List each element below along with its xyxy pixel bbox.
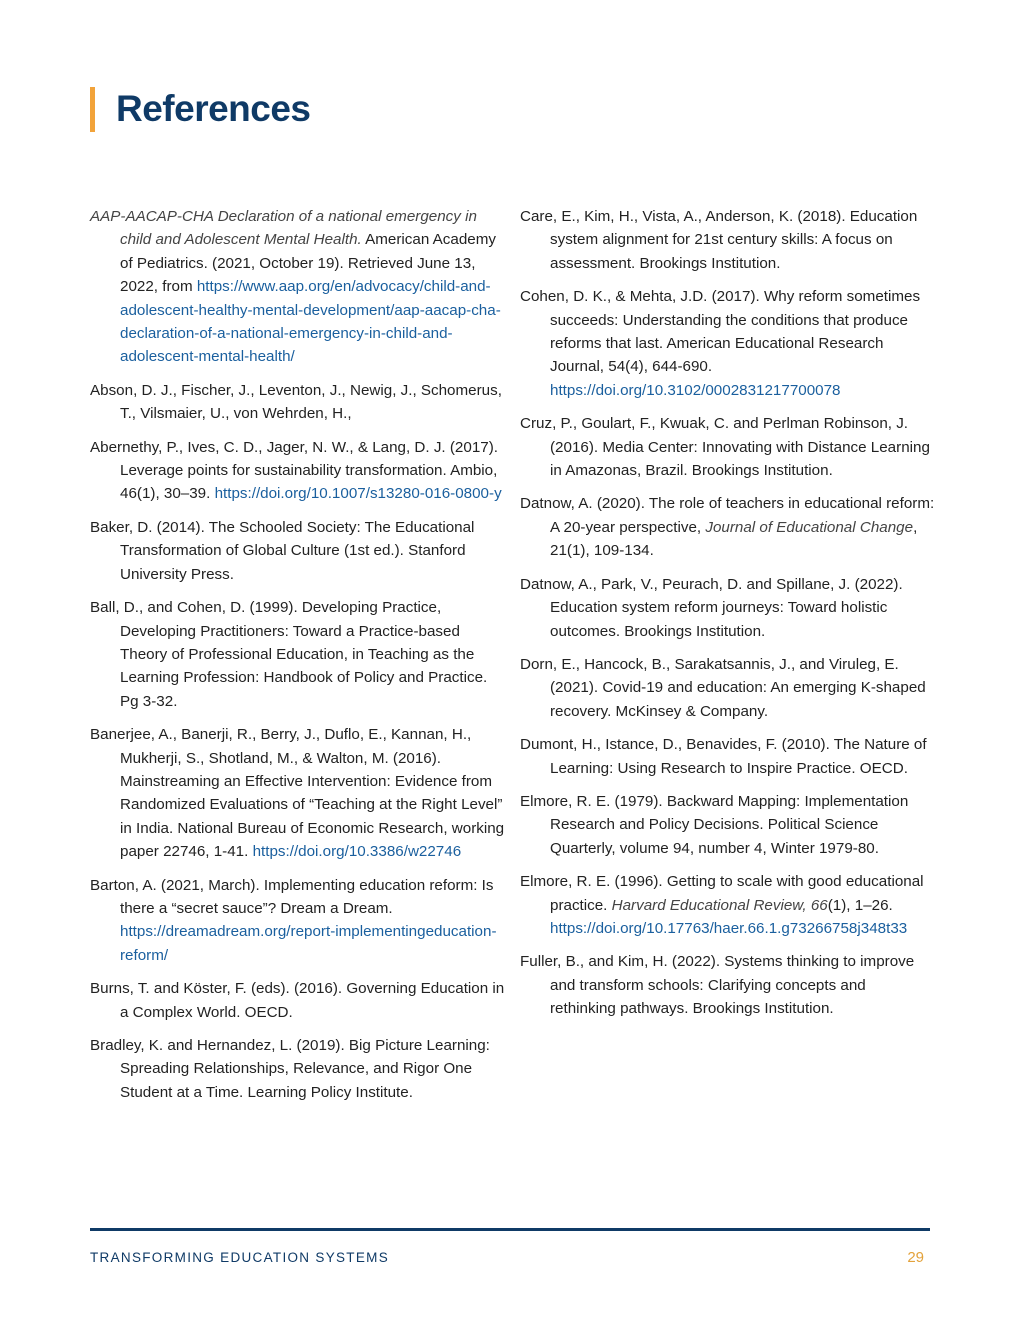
reference-entry	[90, 516, 505, 586]
reference-link[interactable]: https://www.aap.org/en/advocacy/child-and-adolescent-healthy-mental-development/aap-aacap-cha-declaration-of-a-national-emergency-in-child-and-adolescent-mental-health/	[120, 278, 501, 366]
reference-text: Elmore, R. E. (1979). Backward Mapping: Implementation Research and Policy Decisions. Political Science Quarterly, volume 94, number 4, Winter 1979-80.	[520, 792, 909, 857]
reference-entry	[90, 596, 505, 713]
reference-link[interactable]: https://doi.org/10.3102/0002831217700078	[550, 381, 841, 399]
reference-text: Cohen, D. K., & Mehta, J.D. (2017). Why reform sometimes succeeds: Understanding the conditions that produce reforms that last. American Educational Research Journal, 54(4), 644-690.	[520, 288, 921, 376]
reference-entry	[520, 205, 935, 275]
reference-entry	[90, 1034, 505, 1104]
reference-text: Datnow, A., Park, V., Peurach, D. and Spillane, J. (2022). Education system reform journeys: Toward holistic outcomes. Brookings Institution.	[520, 575, 903, 640]
reference-entry	[520, 412, 935, 482]
reference-entry	[520, 285, 935, 402]
reference-text: Journal of Educational Change	[705, 518, 914, 536]
title-accent-bar	[90, 87, 95, 132]
reference-entry	[520, 790, 935, 860]
reference-entry	[90, 874, 505, 968]
reference-text: Burns, T. and Köster, F. (eds). (2016). Governing Education in a Complex World. OECD.	[90, 980, 505, 1021]
reference-text: Banerjee, A., Banerji, R., Berry, J., Duflo, E., Kannan, H., Mukherji, S., Shotland, M., & Walton, M. (2016). Mainstreaming an Effective Intervention: Evidence from Randomized Evaluations of “Teaching at the Right Level” in India. National Bureau of Economic Research, working paper 22746, 1-41.	[90, 726, 505, 861]
reference-text: Bradley, K. and Hernandez, L. (2019). Big Picture Learning: Spreading Relationships, Relevance, and Rigor One Student at a Time. Learning Policy Institute.	[90, 1037, 490, 1101]
page-title: References	[116, 88, 311, 129]
page-number: 29	[907, 1249, 924, 1266]
reference-entry	[520, 492, 935, 562]
reference-text: American Academy of Pediatrics. (2021, October 19). Retrieved June 13, 2022, from	[120, 231, 496, 296]
reference-entry	[520, 733, 935, 780]
references-left-column	[90, 205, 505, 1114]
reference-entry	[90, 723, 505, 863]
reference-entry	[90, 205, 505, 369]
footer-title: TRANSFORMING EDUCATION SYSTEMS	[90, 1250, 390, 1265]
reference-text: Cruz, P., Goulart, F., Kwuak, C. and Perlman Robinson, J. (2016). Media Center: Innovating with Distance Learning in Amazonas, Brazil. Brookings Institution.	[520, 415, 930, 480]
reference-entry	[90, 436, 505, 506]
footer-divider	[90, 1228, 930, 1231]
reference-text: Elmore, R. E. (1996). Getting to scale with good educational practice.	[520, 873, 924, 914]
reference-text: Dumont, H., Istance, D., Benavides, F. (2010). The Nature of Learning: Using Research to Inspire Practice. OECD.	[520, 736, 927, 777]
reference-text: Barton, A. (2021, March). Implementing education reform: Is there a “secret sauce”? Dream a Dream.	[90, 876, 494, 917]
reference-text: Datnow, A. (2020). The role of teachers in educational reform: A 20-year perspective,	[520, 495, 935, 536]
reference-text: Abson, D. J., Fischer, J., Leventon, J., Newig, J., Schomerus, T., Vilsmaier, U., von Wehrden, H.,	[90, 381, 502, 423]
reference-text: Baker, D. (2014). The Schooled Society: The Educational Transformation of Global Culture (1st ed.). Stanford University Press.	[90, 518, 475, 583]
reference-text: AAP-AACAP-CHA Declaration of a national emergency in child and Adolescent Mental Health.	[90, 208, 477, 249]
reference-link[interactable]: https://doi.org/10.3386/w22746	[252, 843, 462, 861]
references-right-column	[520, 205, 935, 1031]
reference-text: Harvard Educational Review, 66	[611, 896, 828, 914]
reference-text: (1), 1–26.	[827, 896, 893, 914]
reference-entry	[520, 653, 935, 723]
reference-text: Care, E., Kim, H., Vista, A., Anderson, K. (2018). Education system alignment for 21st century skills: A focus on assessment. Brookings Institution.	[520, 208, 918, 272]
reference-link[interactable]: https://dreamadream.org/report-implementingeducation-reform/	[120, 923, 497, 964]
reference-entry	[520, 573, 935, 643]
reference-entry	[520, 870, 935, 940]
reference-link[interactable]: https://doi.org/10.1007/s13280-016-0800-y	[214, 485, 502, 503]
reference-entry	[90, 379, 505, 426]
page-header	[90, 86, 311, 132]
reference-entry	[90, 977, 505, 1024]
reference-text: Dorn, E., Hancock, B., Sarakatsannis, J., and Viruleg, E. (2021). Covid-19 and education: An emerging K-shaped recovery. McKinsey & Company.	[520, 655, 926, 720]
reference-text: Fuller, B., and Kim, H. (2022). Systems thinking to improve and transform schools: Clarifying concepts and rethinking pathways. Brookings Institution.	[520, 953, 915, 1018]
reference-text: Ball, D., and Cohen, D. (1999). Developing Practice, Developing Practitioners: Toward a Practice-based Theory of Professional Education, in Teaching as the Learning Profession: Handbook of Policy and Practice. Pg 3-32.	[90, 599, 488, 710]
reference-text: Abernethy, P., Ives, C. D., Jager, N. W., & Lang, D. J. (2017). Leverage points for sustainability transformation. Ambio, 46(1), 30–39.	[90, 438, 498, 503]
reference-entry	[520, 950, 935, 1020]
reference-text: , 21(1), 109-134.	[550, 518, 918, 560]
reference-link[interactable]: https://doi.org/10.17763/haer.66.1.g73266758j348t33	[550, 919, 908, 937]
